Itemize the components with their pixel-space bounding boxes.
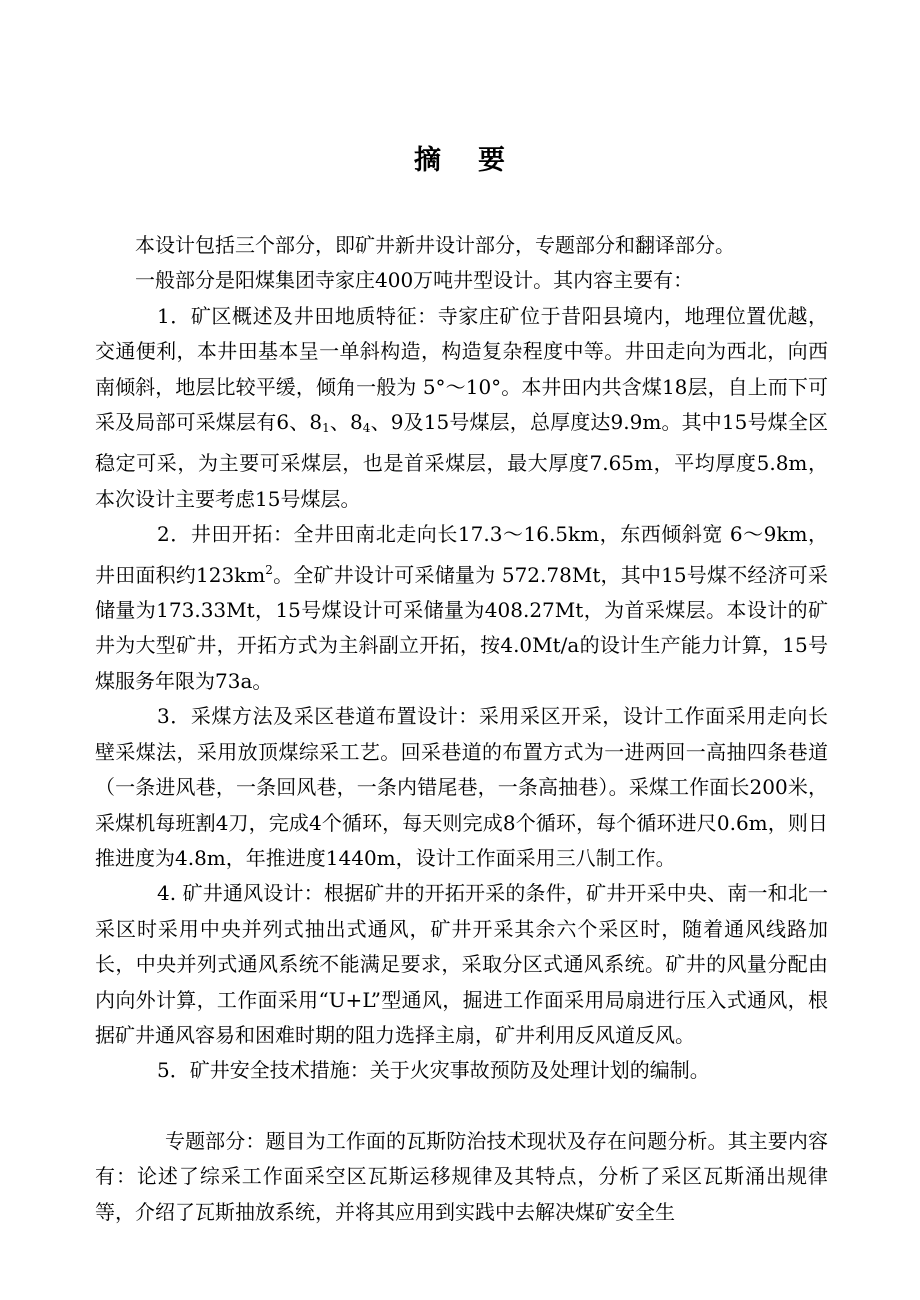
topic-paragraph: 专题部分：题目为工作面的瓦斯防治技术现状及存在问题分析。其主要内容有：论述了综采工作面采空区瓦斯运移规律及其特点，分析了采区瓦斯涌出规律等，介绍了瓦斯抽放系统，并将其应用到实践中去解决煤矿安全生 [95, 1128, 828, 1224]
abstract-body [95, 228, 828, 1230]
superscript-2: 2 [265, 562, 273, 577]
page-title [0, 138, 920, 177]
subscript-4: 4 [362, 421, 371, 436]
item-3-paragraph: 3．采煤方法及采区巷道布置设计：采用采区开采，设计工作面采用走向长壁采煤法，采用放顶煤综采工艺。回采巷道的布置方式为一进两回一高抽四条巷道（一条进风巷，一条回风巷，一条内错尾巷，一条高抽巷）。采煤工作面长200米，采煤机每班割4刀，完成4个循环，每天则完成8个循环，每个循环进尺0.6m，则日推进度为4.8m，年推进度1440m，设计工作面采用三八制工作。 [95, 704, 828, 870]
item-1-text-a: 1．矿区概述及井田地质特征：寺家庄矿位于昔阳县境内，地理位置优越，交通便利，本井田基本呈一单斜构造，构造复杂程度中等。井田走向为西北，向西南倾斜，地层比较平缓，倾角一般为 5°～10°。本井田内共含煤18层，自上而下可采及局部可采煤层有6、8 [95, 303, 828, 435]
item-1-text-c: 、9及15号煤层，总厚度达9.9m。其中15号煤全区稳定可采，为主要可采煤层，也是首采煤层，最大厚度7.65m，平均厚度5.8m，本次设计主要考虑15号煤层。 [95, 410, 828, 511]
item-5-paragraph: 5．矿井安全技术措施：关于火灾事故预防及处理计划的编制。 [157, 1058, 710, 1083]
item-2-paragraph [95, 517, 828, 699]
intro-paragraph-1: 本设计包括三个部分，即矿井新井设计部分，专题部分和翻译部分。 [135, 233, 735, 257]
title-char-1: 摘 [414, 145, 442, 176]
item-1-paragraph [95, 299, 828, 517]
item-4-paragraph: 4. 矿井通风设计：根据矿井的开拓开采的条件，矿井开采中央、南一和北一采区时采用中央并列式抽出式通风，矿井开采其余六个采区时，随着通风线路加长，中央并列式通风系统不能满足要求，采取分区式通风系统。矿井的风量分配由内向外计算，工作面采用“U+L”型通风，掘进工作面采用局扇进行压入式通风，根据矿井通风容易和困难时期的阻力选择主扇，矿井利用反风道反风。 [95, 881, 828, 1047]
title-char-2: 要 [478, 145, 506, 176]
subscript-1: 1 [322, 421, 330, 436]
item-2-text-b: 。全矿井设计可采储量为 572.78Mt，其中15号煤不经济可采储量为173.33Mt，15号煤设计可采储量为408.27Mt，为首采煤层。本设计的矿井为大型矿井，开拓方式为主斜副立开拓，按4.0Mt/a的设计生产能力计算，15号煤服务年限为73a。 [95, 562, 828, 693]
item-2-text-a: 2．井田开拓：全井田南北走向长17.3～16.5km，东西倾斜宽 6～9km，井田面积约123km [95, 522, 828, 587]
intro-paragraph-2: 一般部分是阳煤集团寺家庄400万吨井型设计。其内容主要有： [135, 268, 694, 293]
item-1-text-b: 、8 [329, 410, 363, 435]
